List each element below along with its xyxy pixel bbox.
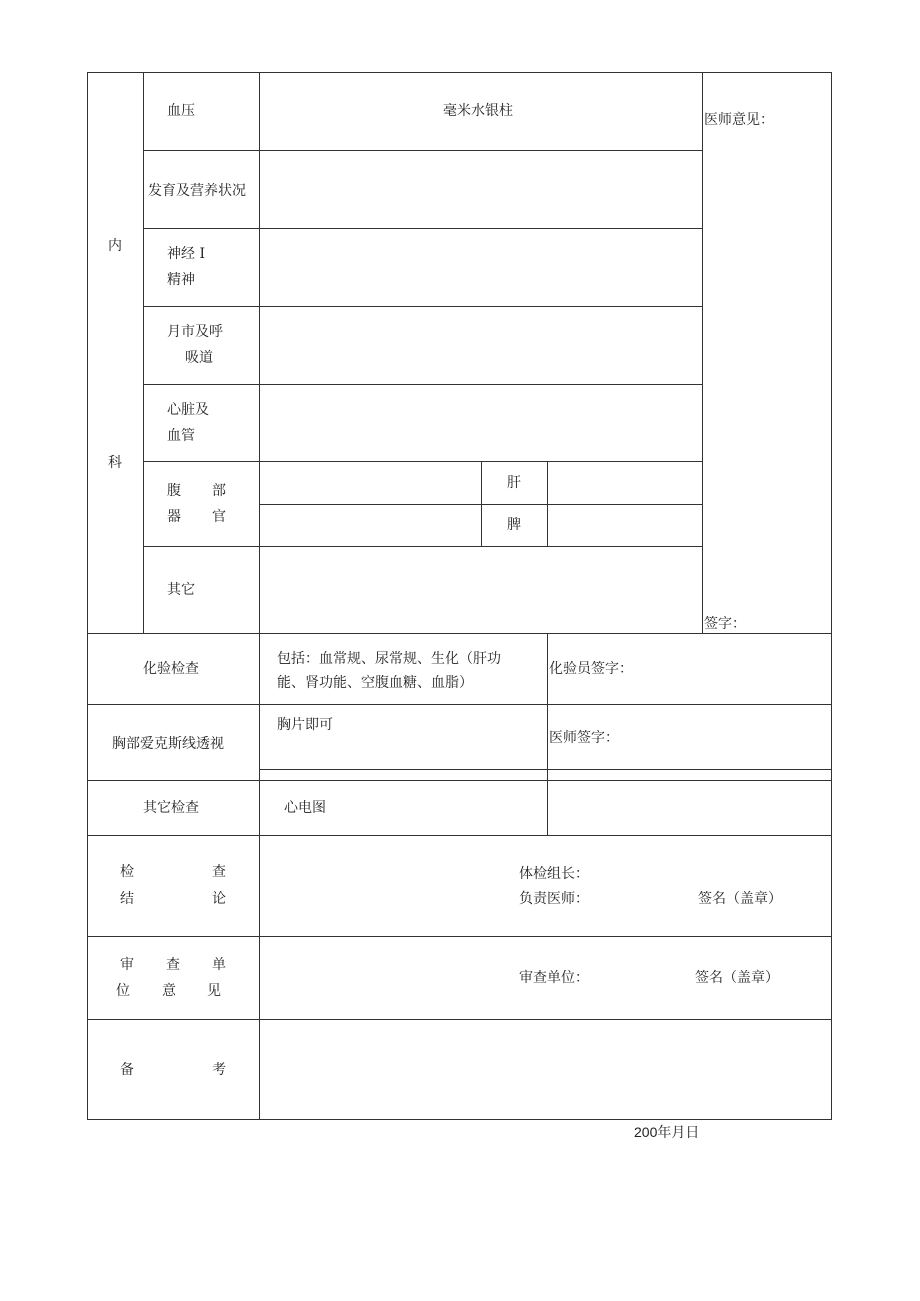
lab-label: 化验检查 — [143, 661, 199, 677]
divider-v — [547, 461, 548, 547]
review-seal-label: 签名（盖章） — [695, 970, 779, 986]
divider-v — [481, 461, 482, 547]
divider-h — [87, 780, 832, 781]
other-exam-content: 心电图 — [284, 800, 326, 816]
remarks-label-char: 备 — [120, 1062, 134, 1078]
lab-content-line1: 包括：血常规、尿常规、生化（肝功 — [277, 651, 501, 667]
lab-sign-label: 化验员签字： — [549, 661, 633, 677]
footer-date: 200年月日 — [634, 1124, 700, 1140]
bp-label: 血压 — [167, 103, 195, 119]
abdomen-label-char: 器 — [167, 509, 181, 525]
divider-h — [143, 461, 702, 462]
respiratory-label-line1: 月市及呼 — [167, 324, 223, 340]
divider-h — [87, 1019, 832, 1020]
liver-label: 肝 — [507, 475, 521, 491]
conclusion-seal-label: 签名（盖章） — [698, 891, 782, 907]
neuro-label-line1: 神经 I — [167, 246, 205, 262]
abdomen-label-char: 部 — [212, 483, 226, 499]
divider-h — [143, 228, 702, 229]
neuro-label-line2: 精神 — [167, 272, 195, 288]
divider-h — [87, 835, 832, 836]
divider-h — [143, 150, 702, 151]
abdomen-label-char: 腹 — [167, 483, 181, 499]
bp-unit: 毫米水银柱 — [443, 103, 513, 119]
divider-h — [259, 769, 832, 770]
divider-v — [259, 72, 260, 1120]
review-label-char: 审 — [120, 957, 134, 973]
cardio-label-line1: 心脏及 — [167, 402, 209, 418]
xray-sign-label: 医师签字： — [549, 730, 619, 746]
remarks-label-char: 考 — [212, 1062, 226, 1078]
section-label-internal-bottom: 科 — [108, 455, 122, 471]
xray-label: 胸部爱克斯线透视 — [112, 736, 224, 752]
divider-v — [702, 72, 703, 633]
xray-content: 胸片即可 — [277, 717, 333, 733]
review-label-char: 查 — [166, 957, 180, 973]
review-label-char: 位 — [116, 983, 130, 999]
cardio-label-line2: 血管 — [167, 428, 195, 444]
divider-h — [143, 384, 702, 385]
review-label-char: 单 — [212, 957, 226, 973]
exam-leader-label: 体检组长： — [519, 866, 589, 882]
conclusion-label-char: 查 — [212, 864, 226, 880]
divider-h — [87, 936, 832, 937]
conclusion-label-char: 检 — [120, 864, 134, 880]
section-label-internal-top: 内 — [108, 238, 122, 254]
lab-content-line2: 能、肾功能、空腹血糖、血脂） — [277, 675, 473, 691]
divider-v — [547, 633, 548, 836]
conclusion-label-char: 论 — [212, 891, 226, 907]
abdomen-label-char: 官 — [212, 509, 226, 525]
table-border-bottom — [87, 1119, 832, 1120]
responsible-doctor-label: 负责医师： — [519, 891, 589, 907]
divider-h — [87, 704, 832, 705]
review-label-char: 意 — [162, 983, 176, 999]
respiratory-label-line2: 吸道 — [185, 350, 213, 366]
table-border-left — [87, 72, 88, 1120]
table-border-top — [87, 72, 832, 73]
divider-h — [143, 546, 702, 547]
doctor-signature-label: 签字： — [704, 616, 746, 632]
spleen-label: 脾 — [507, 517, 521, 533]
doctor-opinion-label: 医师意见： — [704, 112, 774, 128]
development-label: 发育及营养状况 — [148, 183, 246, 199]
review-unit-label: 审查单位： — [519, 970, 589, 986]
conclusion-label-char: 结 — [120, 891, 134, 907]
review-label-char: 见 — [207, 983, 221, 999]
other-label: 其它 — [167, 582, 195, 598]
other-exam-label: 其它检查 — [143, 800, 199, 816]
divider-v — [143, 72, 144, 633]
table-border-right — [831, 72, 832, 1120]
divider-h — [143, 306, 702, 307]
